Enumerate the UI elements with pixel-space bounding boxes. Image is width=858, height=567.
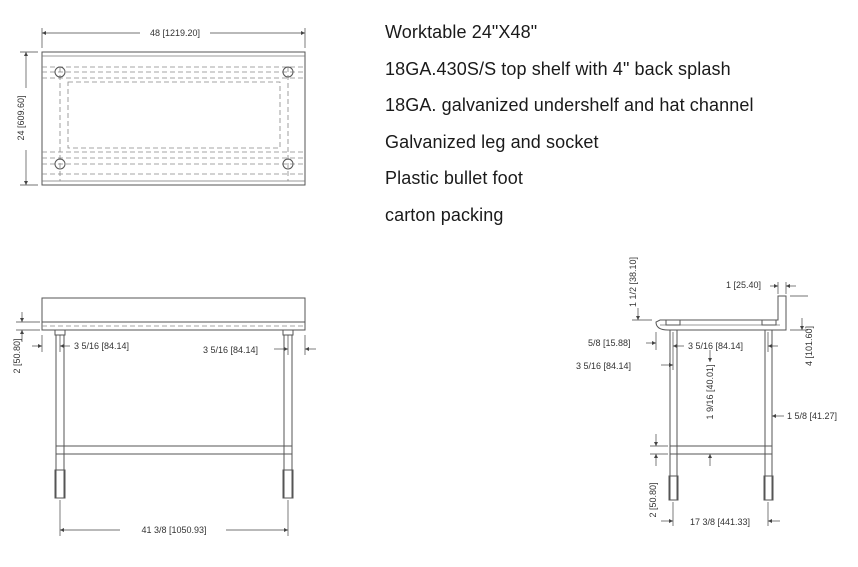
top-width-dim: 48 [1219.20] [149,28,201,38]
spec-line: Plastic bullet foot [385,168,523,188]
side-left-inset: 3 5/16 [84.14] [576,361,632,371]
side-bottom-height: 2 [50.80] [648,482,658,518]
side-splash-height: 4 [101.60] [804,325,814,367]
side-view [576,257,837,527]
side-rail-gap: 1 9/16 [40.01] [705,364,715,420]
front-leg-span: 41 3/8 [1050.93] [141,525,207,535]
backsplash [42,298,305,322]
front-left-inset: 3 5/16 [84.14] [74,341,130,351]
side-undershelf [670,446,772,454]
top-depth-dim: 24 [609.60] [16,95,26,141]
spec-line: Galvanized leg and socket [385,131,599,152]
top-view [16,28,305,185]
front-view [12,298,316,536]
side-splash-thickness: 1 [25.40] [726,280,762,290]
side-inner-inset: 3 5/16 [84.14] [688,341,744,351]
side-splash-offset: 1 1/2 [38.10] [628,256,638,308]
spec-line: 18GA.430S/S top shelf with 4" back splash [385,58,731,79]
undershelf-outline [68,82,280,148]
spec-line: Worktable 24"X48" [385,22,538,42]
side-leg-offset: 1 5/8 [41.27] [787,411,838,421]
side-leg-span: 17 3/8 [441.33] [689,517,751,527]
side-top-edge: 5/8 [15.88] [588,338,631,348]
front-bottom-height: 2 [50.80] [12,338,22,374]
undershelf [56,446,292,454]
spec-line: 18GA. galvanized undershelf and hat channel [385,95,754,115]
spec-line: carton packing [385,204,504,225]
front-right-inset: 3 5/16 [84.14] [203,345,259,355]
